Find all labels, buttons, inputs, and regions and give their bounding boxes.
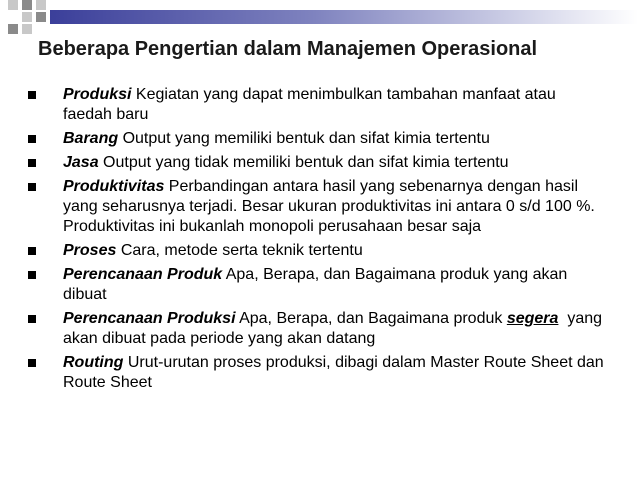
square-bullet-icon: [28, 271, 36, 279]
item-term: Perencanaan Produksi: [63, 310, 236, 327]
square-bullet-icon: [28, 159, 36, 167]
header-decoration: [0, 0, 638, 40]
square-bullet-icon: [28, 183, 36, 191]
deco-square: [22, 24, 32, 34]
slide-title: Beberapa Pengertian dalam Manajemen Operasional: [38, 38, 538, 60]
item-term: Produksi: [63, 86, 132, 103]
item-term: Jasa: [63, 154, 99, 171]
square-bullet-icon: [28, 135, 36, 143]
deco-square: [22, 12, 32, 22]
deco-square: [8, 24, 18, 34]
list-item: [28, 309, 608, 349]
item-text: Output yang tidak memiliki bentuk dan sifat kimia tertentu: [98, 154, 509, 171]
square-bullet-icon: [28, 91, 36, 99]
item-text: Apa, Berapa, dan Bagaimana produk yang akan dibuat: [63, 266, 568, 303]
item-term: Perencanaan Produk: [63, 266, 223, 283]
item-text: Output yang memiliki bentuk dan sifat kimia tertentu: [118, 130, 490, 147]
square-bullet-icon: [28, 359, 36, 367]
square-bullet-icon: [28, 315, 36, 323]
header-gradient-bar: [50, 10, 638, 24]
item-text: Kegiatan yang dapat menimbulkan tambahan manfaat atau faedah baru: [63, 86, 556, 123]
deco-square: [36, 0, 46, 10]
item-term: Proses: [63, 242, 117, 259]
item-emphasis: segera: [506, 310, 559, 327]
item-text: Cara, metode serta teknik tertentu: [116, 242, 363, 259]
item-text: Urut-urutan proses produksi, dibagi dalam Master Route Sheet dan Route Sheet: [63, 354, 604, 391]
list-item: [28, 85, 608, 125]
list-item: [28, 129, 608, 149]
square-bullet-icon: [28, 247, 36, 255]
item-text-after: yang akan dibuat pada periode yang akan datang: [63, 310, 607, 347]
list-item: [28, 265, 608, 305]
item-text: Perbandingan antara hasil yang sebenarnya dengan hasil yang seharusnya terjadi. Besar ukuran produktivitas ini antara 0 s/d 100 %. Produktivitas ini bukanlah monopoli perusahaan besar saja: [63, 178, 595, 235]
item-term: Routing: [63, 354, 124, 371]
deco-square: [36, 12, 46, 22]
deco-square: [8, 0, 18, 10]
list-item: [28, 241, 608, 261]
definition-list: [28, 85, 608, 397]
list-item: [28, 177, 608, 237]
item-term: Barang: [63, 130, 119, 147]
list-item: [28, 353, 608, 393]
item-term: Produktivitas: [63, 178, 165, 195]
list-item: [28, 153, 608, 173]
deco-square: [22, 0, 32, 10]
item-text: Apa, Berapa, dan Bagaimana produk: [235, 310, 507, 327]
